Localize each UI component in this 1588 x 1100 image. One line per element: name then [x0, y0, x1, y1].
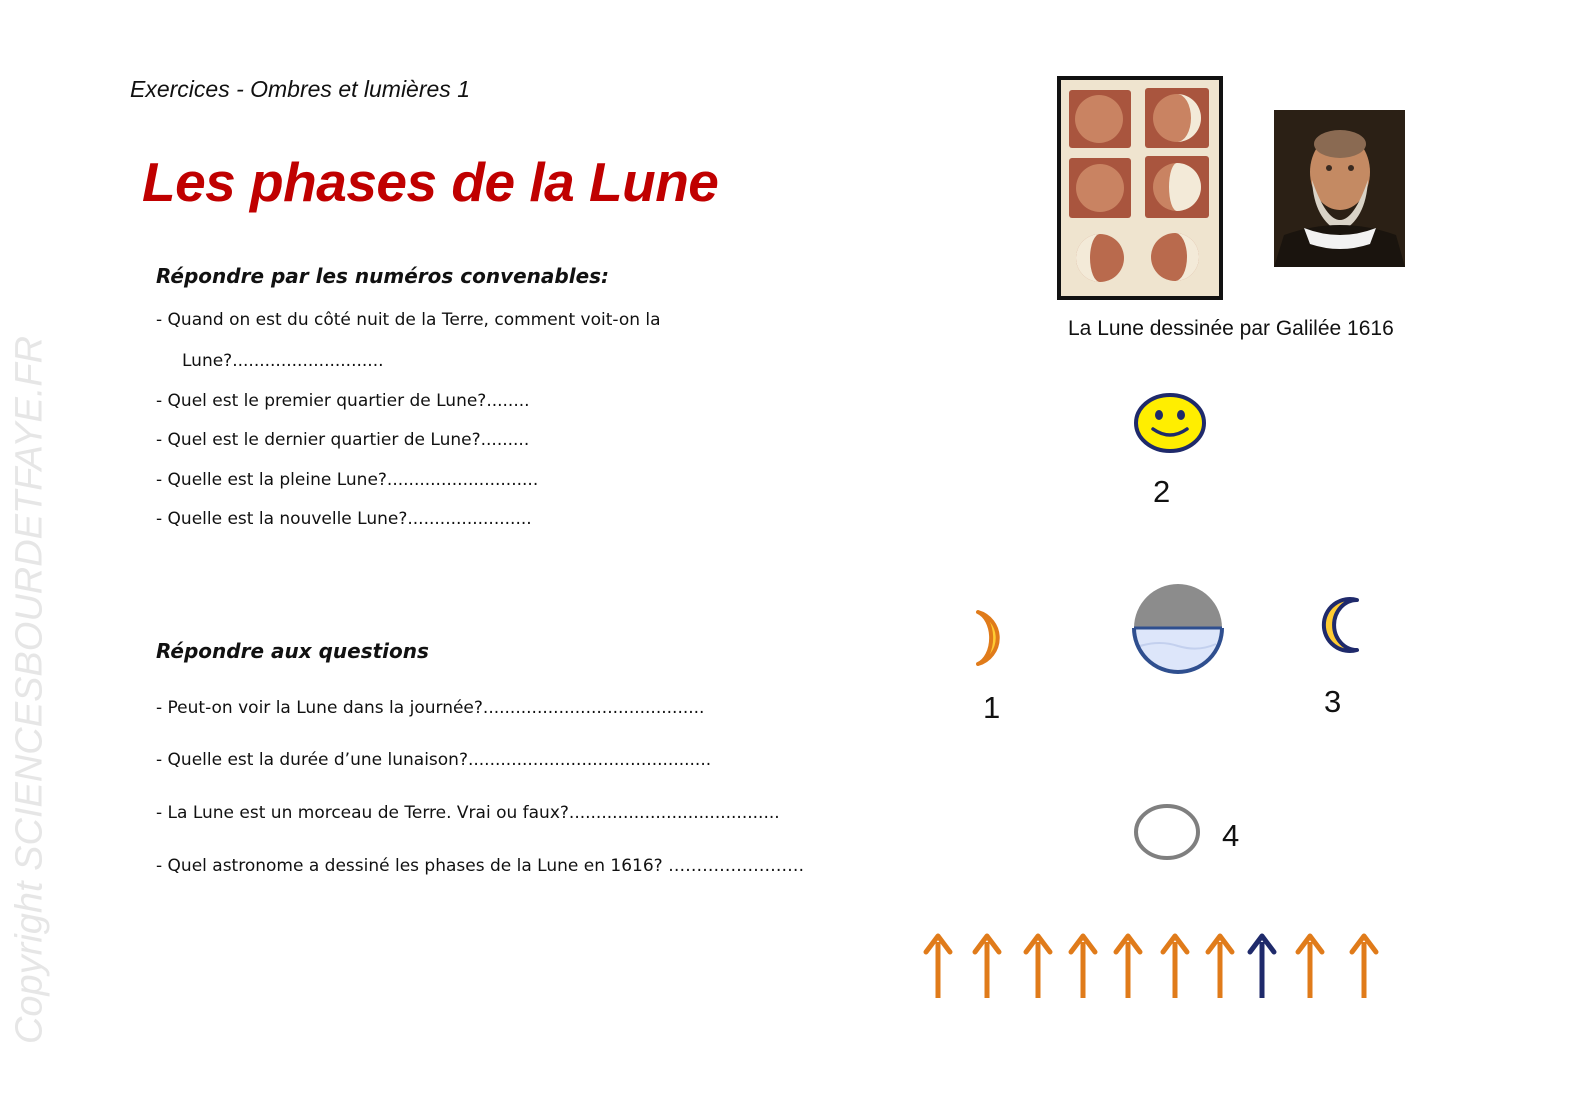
question-night-side-answer: Lune?............................ — [182, 351, 384, 371]
position-label-2: 2 — [1153, 474, 1171, 509]
ray-arrow — [1071, 936, 1095, 998]
ray-arrow — [926, 936, 950, 998]
question-full-moon: - Quelle est la pleine Lune?............................ — [156, 470, 539, 490]
question-moon-daytime: - Peut-on voir la Lune dans la journée?......................................... — [156, 698, 705, 718]
ray-arrow — [975, 936, 999, 998]
worksheet-subtitle: Exercices - Ombres et lumières 1 — [130, 76, 470, 102]
crescent-moon-3-icon — [1307, 596, 1367, 656]
ray-arrow — [1298, 936, 1322, 998]
ray-arrow — [1163, 936, 1187, 998]
smiley-sun-icon — [1133, 392, 1207, 454]
galileo-moon-drawings-image — [1057, 76, 1223, 300]
galileo-portrait-image — [1274, 110, 1405, 267]
watermark-text: Copyright SCIENCESBOURDETFAYE.FR — [8, 335, 51, 1045]
position-label-4: 4 — [1222, 818, 1240, 853]
question-last-quarter: - Quel est le dernier quartier de Lune?......... — [156, 430, 530, 450]
page-title: Les phases de la Lune — [142, 151, 719, 213]
question-lunation: - Quelle est la durée d’une lunaison?............................................. — [156, 750, 712, 770]
ray-arrow — [1352, 936, 1376, 998]
question-new-moon: - Quelle est la nouvelle Lune?....................... — [156, 509, 532, 529]
ray-arrow — [1116, 936, 1140, 998]
earth-icon — [1130, 582, 1226, 674]
image-caption: La Lune dessinée par Galilée 1616 — [1068, 317, 1394, 340]
position-label-1: 1 — [983, 690, 1001, 725]
ray-arrow — [1208, 936, 1232, 998]
new-moon-4-icon — [1131, 801, 1203, 863]
crescent-moon-1-icon — [970, 606, 1032, 668]
copyright-watermark — [0, 300, 60, 1080]
question-astronomer: - Quel astronome a dessiné les phases de la Lune en 1616? …………………… — [156, 856, 805, 876]
question-night-side: - Quand on est du côté nuit de la Terre, comment voit-on la — [156, 310, 661, 330]
section2-heading: Répondre aux questions — [156, 639, 429, 663]
position-label-3: 3 — [1324, 684, 1342, 719]
question-moon-earth: - La Lune est un morceau de Terre. Vrai ou faux?....................................... — [156, 803, 780, 823]
section1-heading: Répondre par les numéros convenables: — [156, 264, 610, 288]
ray-arrow — [1026, 936, 1050, 998]
question-first-quarter: - Quel est le premier quartier de Lune?........ — [156, 391, 530, 411]
ray-arrow-highlight — [1250, 936, 1274, 998]
